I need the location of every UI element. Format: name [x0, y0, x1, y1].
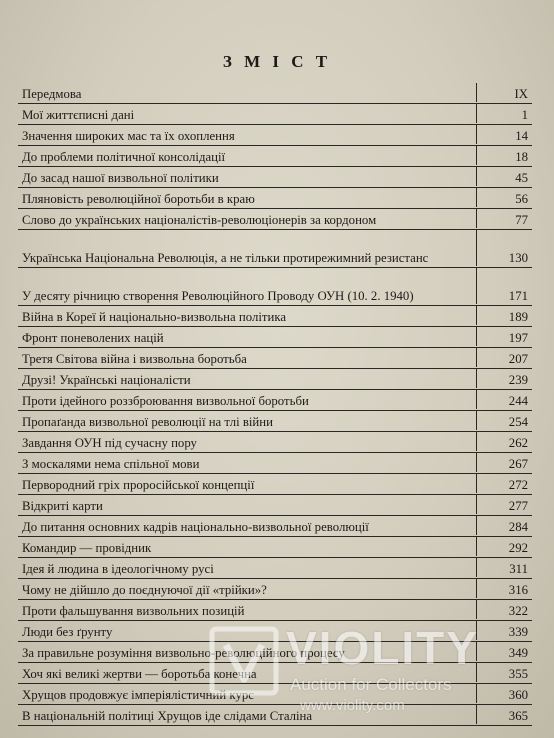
toc-entry-page: 45	[476, 167, 532, 186]
toc-entry-title: Пропаґанда визвольної революції на тлі війни	[22, 415, 273, 429]
toc-entry-page: 262	[476, 432, 532, 451]
toc-entry-page: 14	[476, 125, 532, 144]
toc-entry	[18, 411, 532, 432]
watermark-brand: VIOLITY	[286, 622, 479, 674]
toc-entry-title: Фронт поневолених націй	[22, 331, 164, 345]
toc-entry	[18, 146, 532, 167]
toc-entry-page: 171	[476, 268, 532, 304]
toc-entry-page: 207	[476, 348, 532, 367]
toc-entry-title: Мої життєписні дані	[22, 108, 135, 122]
toc-entry-title: Значення широких мас та їх охоплення	[22, 129, 235, 143]
toc-entry-title: З москалями нема спільної мови	[22, 457, 200, 471]
toc-entry-page: 254	[476, 411, 532, 430]
toc-entry-page: 277	[476, 495, 532, 514]
toc-entry-page: IX	[476, 83, 532, 102]
toc-entry	[18, 369, 532, 390]
toc-entry-page: 267	[476, 453, 532, 472]
watermark	[208, 605, 538, 715]
toc-entry-page: 339	[476, 621, 532, 640]
toc-entry-title: Завдання ОУН під сучасну пору	[22, 436, 197, 450]
toc-entry-page: 316	[476, 579, 532, 598]
toc-entry-title: До питання основних кадрів національно-визвольної революції	[22, 520, 369, 534]
toc-entry	[18, 125, 532, 146]
toc-entry-title: Слово до українських націоналістів-революціонерів за кордоном	[22, 213, 377, 227]
toc-entry-title: Проти фальшування визвольних позицій	[22, 604, 245, 618]
toc-entry-page: 360	[476, 684, 532, 703]
toc-entry-page: 272	[476, 474, 532, 493]
toc-entry-title: Пляновість революційної боротьби в краю	[22, 192, 255, 206]
watermark-tagline: Auction for Collectors	[290, 675, 452, 694]
toc-entry-title: Відкриті карти	[22, 499, 103, 513]
toc-entry-page: 349	[476, 642, 532, 661]
toc-entry	[18, 579, 532, 600]
toc-entry	[18, 348, 532, 369]
toc-entry	[18, 167, 532, 188]
toc-entry-page: 130	[476, 230, 532, 266]
toc-entry	[18, 390, 532, 411]
toc-entry	[18, 209, 532, 230]
toc-entry-page: 365	[476, 705, 532, 724]
toc-entry-page: 1	[476, 104, 532, 123]
toc-entry-title: Командир — провідник	[22, 541, 152, 555]
toc-entry	[18, 230, 532, 268]
toc-entry-page: 77	[476, 209, 532, 228]
toc-entry-page: 322	[476, 600, 532, 619]
toc-entry-page: 197	[476, 327, 532, 346]
toc-entry-title: Проти ідейного роззброювання визвольної боротьби	[22, 394, 309, 408]
toc-entry-page: 292	[476, 537, 532, 556]
toc-entry-title: Хрущов продовжує імперіялістичний курс	[22, 688, 254, 702]
toc-entry	[18, 268, 532, 306]
toc-entry	[18, 516, 532, 537]
toc-entry	[18, 474, 532, 495]
toc-entry-title: Війна в Кореї й національно-визвольна політика	[22, 310, 287, 324]
toc-entry	[18, 537, 532, 558]
toc-entry-title: Друзі! Українські націоналісти	[22, 373, 191, 387]
toc-entry	[18, 188, 532, 209]
toc-entry	[18, 432, 532, 453]
toc-entry-page: 244	[476, 390, 532, 409]
toc-entry-title: У десяту річницю створення Революційного Проводу ОУН (10. 2. 1940)	[22, 289, 414, 303]
watermark-url: www.violity.com	[300, 697, 405, 714]
toc-entry-page: 355	[476, 663, 532, 682]
page-title: З М І С Т	[222, 52, 332, 71]
toc-entry-title: Передмова	[22, 87, 82, 101]
toc-entry-title: Первородний гріх проросійської концепції	[22, 478, 255, 492]
toc-entry-page: 311	[476, 558, 532, 577]
toc-entry-title: До засад нашої визвольної політики	[22, 171, 219, 185]
toc-entry-title: В національній політиці Хрущов іде слідами Сталіна	[22, 709, 313, 723]
toc-entry-title: Третя Світова війна і визвольна боротьба	[22, 352, 247, 366]
toc-entry-page: 284	[476, 516, 532, 535]
toc-entry-page: 189	[476, 306, 532, 325]
toc-entry	[18, 495, 532, 516]
toc-entry-title: До проблеми політичної консолідації	[22, 150, 226, 164]
toc-entry	[18, 558, 532, 579]
violity-logo-icon	[208, 625, 280, 697]
toc-entry-title: Хоч які великі жертви — боротьба конечна	[22, 667, 257, 681]
toc-entry-title: Чому не дійшло до поєднуючої дії «трійки»?	[22, 583, 267, 597]
toc-entry	[18, 83, 532, 104]
toc-entry-title: За правильне розуміння визвольно-революційного процесу	[22, 646, 345, 660]
toc-entry	[18, 327, 532, 348]
toc-entry-page: 239	[476, 369, 532, 388]
toc-entry-title: Ідея й людина в ідеологічному русі	[22, 562, 214, 576]
toc-entry-page: 18	[476, 146, 532, 165]
toc-entry	[18, 306, 532, 327]
toc-entry-title: Люди без ґрунту	[22, 625, 113, 639]
toc-entry	[18, 104, 532, 125]
toc-entry-page: 56	[476, 188, 532, 207]
toc-entry	[18, 453, 532, 474]
toc-entry-title: Українська Національна Революція, а не тільки протирежимний резистанс	[22, 251, 429, 265]
